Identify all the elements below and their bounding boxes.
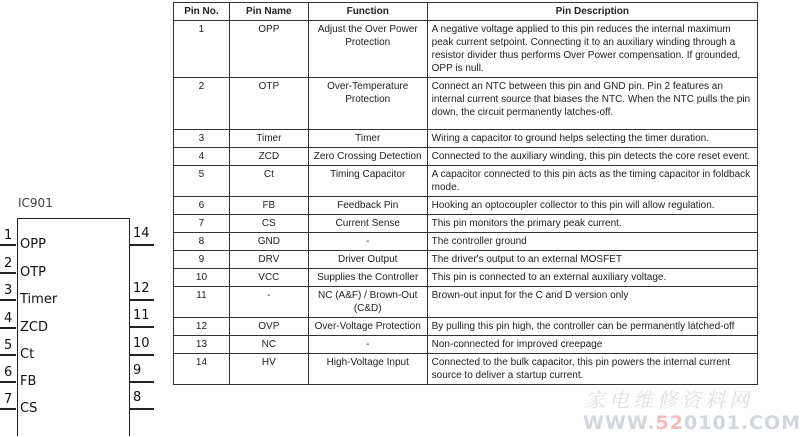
watermark-url-highlight: 52: [655, 412, 684, 434]
pin-number: 2: [4, 256, 13, 271]
function-cell: Timer: [308, 130, 427, 148]
function-cell: Adjust the Over Power Protection: [308, 21, 427, 78]
function-cell: -: [308, 336, 427, 354]
pin-lead: [0, 327, 16, 329]
pin-number-cell: 10: [174, 269, 230, 287]
function-cell: Supplies the Controller: [308, 269, 427, 287]
function-cell: Timing Capacitor: [308, 166, 427, 197]
pin-number-cell: 9: [174, 251, 230, 269]
description-cell: This pin is connected to an external auxiliary voltage.: [427, 269, 757, 287]
pin-name-cell: DRV: [229, 251, 308, 269]
description-cell: Connected to the bulk capacitor, this pin powers the internal current source to deliver a startup current.: [427, 354, 757, 385]
pin-number-cell: 12: [174, 318, 230, 336]
pin-label: OPP: [20, 237, 46, 252]
header-pin-description: Pin Description: [427, 3, 757, 21]
table-row: [174, 354, 758, 385]
pin-number-cell: 6: [174, 197, 230, 215]
pin-number-cell: 2: [174, 78, 230, 130]
table-row: [174, 215, 758, 233]
pin-name-cell: HV: [229, 354, 308, 385]
header-pin-no: Pin No.: [174, 3, 230, 21]
pin-name-cell: Timer: [229, 130, 308, 148]
pin-label: OTP: [20, 265, 47, 280]
pin-number-cell: 4: [174, 148, 230, 166]
pin-lead: [0, 381, 16, 383]
pin-number: 5: [4, 338, 13, 353]
function-cell: NC (A&F) / Brown-Out (C&D): [308, 287, 427, 318]
function-cell: Over-Temperature Protection: [308, 78, 427, 130]
pin-number: 11: [133, 308, 150, 323]
pin-description-table: [173, 2, 758, 385]
ic-label: IC901: [18, 196, 53, 210]
ic-schematic: [0, 190, 170, 437]
pin-lead: [0, 354, 16, 356]
pin-name-cell: CS: [229, 215, 308, 233]
table-row: [174, 21, 758, 78]
pin-number-cell: 5: [174, 166, 230, 197]
function-cell: Driver Output: [308, 251, 427, 269]
pin-number: 6: [4, 365, 13, 380]
pin-lead: [0, 272, 16, 274]
pin-lead: [0, 299, 16, 301]
watermark-url-suffix: 0101.COM: [684, 412, 801, 434]
function-cell: Zero Crossing Detection: [308, 148, 427, 166]
description-cell: This pin monitors the primary peak current.: [427, 215, 757, 233]
pin-name-cell: ZCD: [229, 148, 308, 166]
table-header-row: [174, 3, 758, 21]
table-row: [174, 251, 758, 269]
pin-name-cell: NC: [229, 336, 308, 354]
function-cell: Feedback Pin: [308, 197, 427, 215]
table-row: [174, 269, 758, 287]
pin-number: 9: [133, 363, 142, 378]
description-cell: The controller ground: [427, 233, 757, 251]
pin-name-cell: OTP: [229, 78, 308, 130]
pin-number: 7: [4, 392, 13, 407]
watermark-chinese: 家电维修资料网: [585, 388, 753, 412]
description-cell: Connect an NTC between this pin and GND pin. Pin 2 features an internal current source that biases the NTC. When the NTC pulls the pin down, the circuit permanently latches-off.: [427, 78, 757, 130]
pin-label: CS: [20, 401, 38, 416]
table-row: [174, 130, 758, 148]
pin-number-cell: 3: [174, 130, 230, 148]
pin-lead: [0, 408, 16, 410]
pin-lead: [130, 354, 154, 356]
pin-number-cell: 7: [174, 215, 230, 233]
pin-lead: [130, 244, 154, 246]
pin-number: 3: [4, 283, 13, 298]
pin-lead: [130, 299, 154, 301]
function-cell: Current Sense: [308, 215, 427, 233]
pin-label: FB: [20, 374, 37, 389]
pin-name-cell: GND: [229, 233, 308, 251]
pin-name-cell: VCC: [229, 269, 308, 287]
pin-number-cell: 14: [174, 354, 230, 385]
description-cell: Non-connected for improved creepage: [427, 336, 757, 354]
pin-lead: [130, 381, 154, 383]
pin-number: 10: [133, 336, 150, 351]
pin-number: 8: [133, 390, 142, 405]
table-row: [174, 233, 758, 251]
pin-lead: [130, 326, 154, 328]
description-cell: The driver's output to an external MOSFET: [427, 251, 757, 269]
pin-name-cell: FB: [229, 197, 308, 215]
pin-label: Timer: [20, 292, 58, 307]
pin-number: 12: [133, 281, 150, 296]
pin-number-cell: 1: [174, 21, 230, 78]
description-cell: A capacitor connected to this pin acts as the timing capacitor in foldback mode.: [427, 166, 757, 197]
pin-name-cell: OPP: [229, 21, 308, 78]
table-row: [174, 318, 758, 336]
watermark: [575, 384, 801, 436]
watermark-url-prefix: WWW.: [583, 412, 656, 434]
function-cell: Over-Voltage Protection: [308, 318, 427, 336]
description-cell: By pulling this pin high, the controller can be permanently latched-off: [427, 318, 757, 336]
function-cell: -: [308, 233, 427, 251]
pin-number: 1: [4, 228, 13, 243]
pin-lead: [0, 244, 16, 246]
header-function: Function: [308, 3, 427, 21]
description-cell: Brown-out input for the C and D version only: [427, 287, 757, 318]
table-row: [174, 336, 758, 354]
pin-lead: [130, 408, 154, 410]
table-row: [174, 287, 758, 318]
description-cell: Wiring a capacitor to ground helps selecting the timer duration.: [427, 130, 757, 148]
description-cell: A negative voltage applied to this pin reduces the internal maximum peak current setpoint. Connecting it to an auxiliary winding through a resistor divider thus performs Over Power compensation. If grounded, OPP is null.: [427, 21, 757, 78]
description-cell: Hooking an optocoupler collector to this pin will allow regulation.: [427, 197, 757, 215]
pin-number-cell: 13: [174, 336, 230, 354]
watermark-url: [583, 412, 801, 434]
description-cell: Connected to the auxiliary winding, this pin detects the core reset event.: [427, 148, 757, 166]
pin-name-cell: OVP: [229, 318, 308, 336]
pin-number-cell: 8: [174, 233, 230, 251]
table-row: [174, 197, 758, 215]
pin-label: Ct: [20, 347, 35, 362]
table-row: [174, 148, 758, 166]
pin-number: 4: [4, 311, 13, 326]
pin-name-cell: -: [229, 287, 308, 318]
pin-number: 14: [133, 226, 150, 241]
table-row: [174, 78, 758, 130]
pin-label: ZCD: [20, 320, 48, 335]
pin-name-cell: Ct: [229, 166, 308, 197]
header-pin-name: Pin Name: [229, 3, 308, 21]
table-row: [174, 166, 758, 197]
function-cell: High-Voltage Input: [308, 354, 427, 385]
pin-number-cell: 11: [174, 287, 230, 318]
